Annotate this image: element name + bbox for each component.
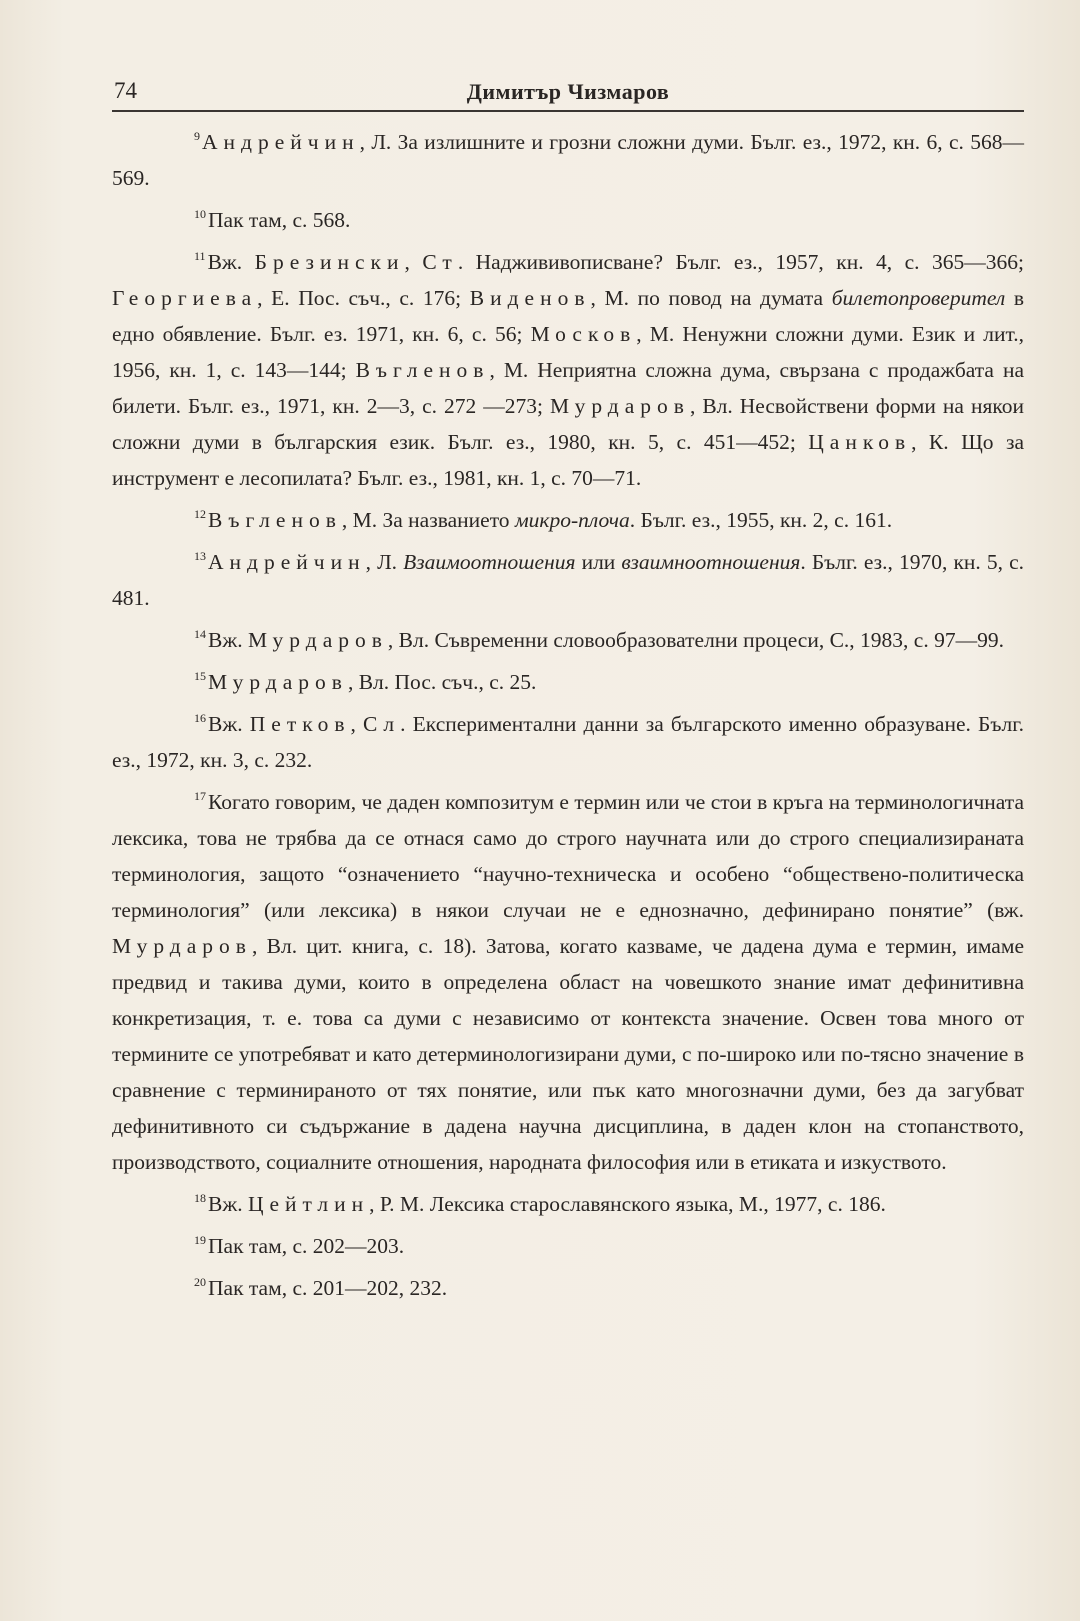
italic-term: билетопроверител bbox=[831, 286, 1006, 310]
footnote-text: , Вл. цит. книга, с. 18). Затова, когато казваме, че дадена дума е термин, имаме предвид и такива думи, които в определена област на човешкото знание имат дефинитивна конкретизация, т. е. това са думи с независимо от контекста значение. Освен това много от термините се употребяват и като детерминологизирани думи, с по-широко или по-тясно значение в сравнение с терминираното от тях понятие, или пък като многозначни думи, без да загубват дефинитивното си съдържание в дадена научна дисциплина, в даден клон на стопанството, производството, социалните отношения, народната философия или в етиката и изкуството. bbox=[112, 934, 1024, 1174]
footnote-text: , Вл. Пос. съч., с. 25. bbox=[347, 670, 537, 694]
footnote-text: , К. Що за инструмент е лесопилата? Бълг. ез., 1981, кн. 1, с. 70—71. bbox=[112, 430, 1024, 490]
footnote-text: , Е. Пос. съч., с. 176; bbox=[257, 286, 470, 310]
footnote-number: 11 bbox=[194, 249, 206, 263]
footnote-number: 14 bbox=[194, 627, 206, 641]
footnote-13 bbox=[112, 538, 1024, 616]
footnote-text: , М. по повод на думата bbox=[590, 286, 832, 310]
footnote-text: , Л. bbox=[365, 550, 404, 574]
footnote-text: , Л. За излишните и грозни сложни думи. Бълг. ез., 1972, кн. 6, с. 568—569. bbox=[112, 130, 1024, 190]
author-name: Сл bbox=[363, 712, 401, 736]
author-name: Мурдаров bbox=[112, 934, 252, 958]
author-name: Виденов bbox=[469, 286, 591, 310]
footnote-text: или bbox=[575, 550, 622, 574]
footnote-14 bbox=[112, 616, 1024, 658]
author-name: Цейтлин bbox=[247, 1192, 370, 1216]
footnote-12 bbox=[112, 496, 1024, 538]
footnote-text: , Вл. Съвременни словообразователни процеси, С., 1983, с. 97—99. bbox=[387, 628, 1004, 652]
footnote-number: 10 bbox=[194, 207, 206, 221]
footnote-text: , bbox=[350, 712, 364, 736]
footnote-number: 19 bbox=[194, 1233, 206, 1247]
author-name: Мурдаров bbox=[550, 394, 690, 418]
footnote-text: , М. За названието bbox=[341, 508, 515, 532]
footnote-text: Пак там, с. 201—202, 232. bbox=[208, 1276, 448, 1300]
footnote-text: Вж. bbox=[208, 1192, 248, 1216]
author-name: Георгиева bbox=[112, 286, 258, 310]
footnote-text: Вж. bbox=[207, 250, 255, 274]
running-head: Димитър Чизмаров bbox=[466, 79, 670, 104]
footnote-text: Вж. bbox=[208, 628, 248, 652]
footnote-number: 12 bbox=[194, 507, 206, 521]
footnote-text: . Експериментални данни за българското именно образуване. Бълг. ез., 1972, кн. 3, с. 232. bbox=[112, 712, 1025, 772]
footnote-text: . Бълг. ез., 1970, кн. 5, с. 481. bbox=[112, 550, 1024, 610]
author-name: Андрейчин bbox=[208, 550, 366, 574]
author-name: Брезински bbox=[254, 250, 405, 274]
italic-term: Взаимоотношения bbox=[403, 550, 576, 574]
footnote-text: . Наджививописване? Бълг. ез., 1957, кн. 4, с. 365—366; bbox=[457, 250, 1024, 274]
author-name: Москов bbox=[530, 322, 637, 346]
footnote-text: Когато говорим, че даден композитум е термин или че стои в кръга на терминологичната лексика, това не трябва да се отнася само до строго научната или до строго специализираната терминология, защото “означението “научно-техническа и особено “обществено-политическа терминология” (или лексика) в някои случаи не е еднозначно, дефинирано понятие” (вж. bbox=[112, 790, 1024, 922]
author-name: Андрейчин bbox=[202, 130, 360, 154]
footnote-text: Вж. bbox=[208, 712, 250, 736]
footnote-text: . Бълг. ез., 1955, кн. 2, с. 161. bbox=[629, 508, 893, 532]
author-name: Мурдаров bbox=[247, 628, 388, 652]
author-name: Цанков bbox=[808, 430, 912, 454]
footnote-text: , Р. М. Лексика старославянского языка, М., 1977, с. 186. bbox=[369, 1192, 886, 1216]
author-name: Въгленов bbox=[208, 508, 342, 532]
footnote-10 bbox=[112, 196, 1024, 238]
author-name: Петков bbox=[249, 712, 351, 736]
footnote-number: 15 bbox=[194, 669, 206, 683]
footnotes bbox=[112, 118, 1024, 1306]
footnote-number: 17 bbox=[194, 789, 206, 803]
footnote-text: Пак там, с. 202—203. bbox=[208, 1234, 405, 1258]
footnote-text: , М. Неприятна сложна дума, свързана с продажбата на билети. Бълг. ез., 1971, кн. 2—3, с. 272 —273; bbox=[112, 358, 1024, 418]
footnote-number: 20 bbox=[194, 1275, 206, 1289]
footnote-9 bbox=[112, 118, 1024, 196]
footnote-text: в едно обявление. Бълг. ез. 1971, кн. 6, с. 56; bbox=[112, 286, 1024, 346]
footnote-15 bbox=[112, 658, 1024, 700]
page-header bbox=[112, 76, 1024, 112]
footnote-text: , bbox=[404, 250, 423, 274]
footnote-number: 13 bbox=[194, 549, 206, 563]
footnote-11 bbox=[112, 238, 1024, 496]
footnote-16 bbox=[112, 700, 1024, 778]
italic-term: микро-плоча bbox=[514, 508, 630, 532]
footnote-17 bbox=[112, 778, 1024, 1180]
author-name: Ст bbox=[422, 250, 458, 274]
footnote-number: 16 bbox=[194, 711, 206, 725]
author-name: Мурдаров bbox=[208, 670, 348, 694]
footnote-18 bbox=[112, 1180, 1024, 1222]
italic-term: взаимноотношения bbox=[621, 550, 801, 574]
footnote-text: Пак там, с. 568. bbox=[208, 208, 351, 232]
footnote-text: , Вл. Несвойствени форми на някои сложни думи в българския език. Бълг. ез., 1980, кн. 5, с. 451—452; bbox=[112, 394, 1024, 454]
footnote-number: 9 bbox=[194, 129, 200, 143]
footnote-text: , М. Ненужни сложни думи. Език и лит., 1956, кн. 1, с. 143—144; bbox=[112, 322, 1024, 382]
footnote-19 bbox=[112, 1222, 1024, 1264]
page-number: 74 bbox=[114, 78, 137, 103]
footnote-number: 18 bbox=[194, 1191, 206, 1205]
footnote-20 bbox=[112, 1264, 1024, 1306]
author-name: Въгленов bbox=[355, 358, 490, 382]
